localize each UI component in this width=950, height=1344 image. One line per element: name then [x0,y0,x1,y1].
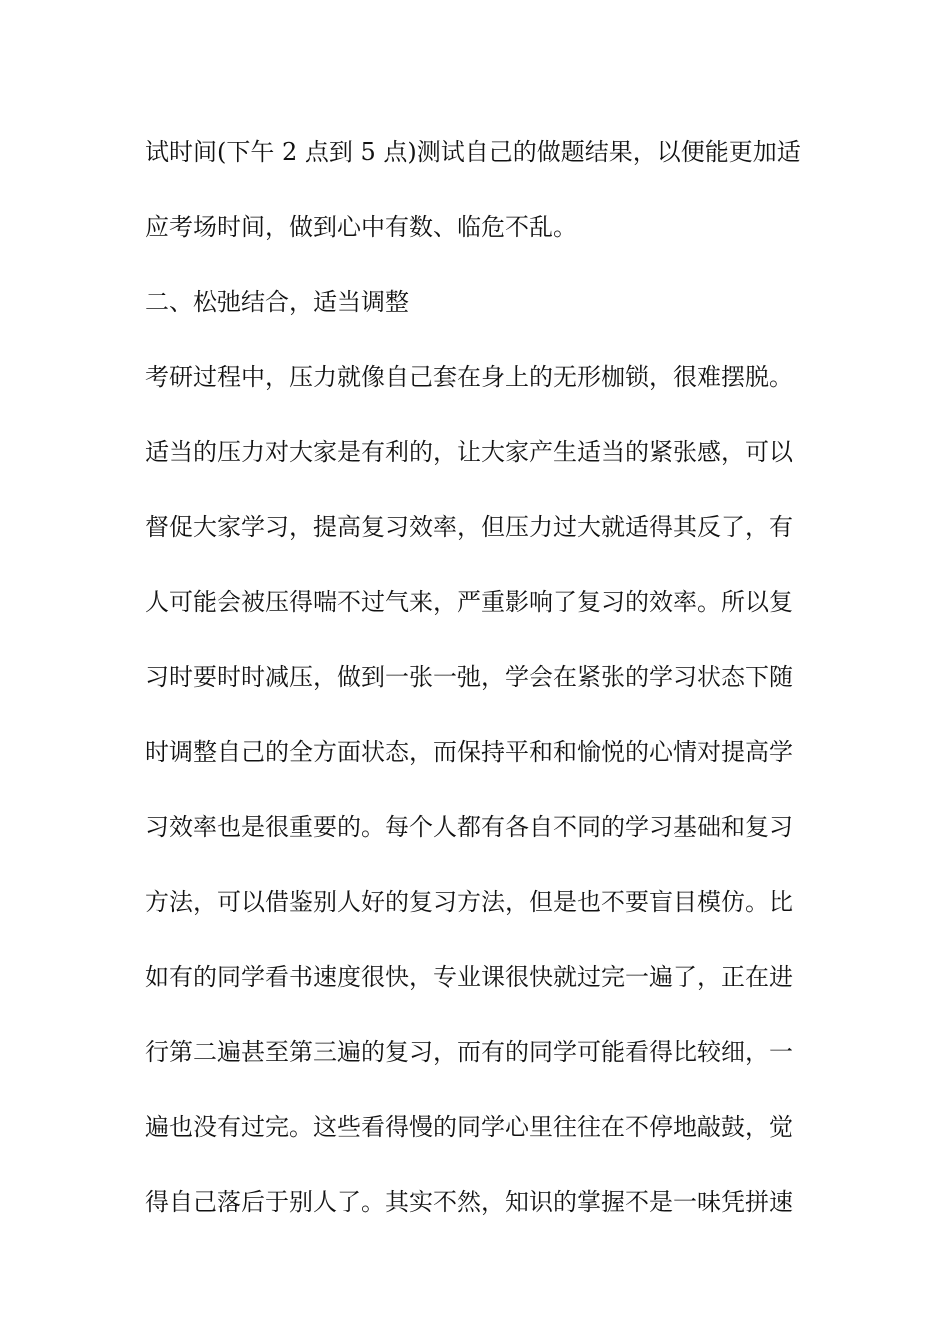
text-line: 如有的同学看书速度很快，专业课很快就过完一遍了，正在进 [145,963,793,991]
text-line: 督促大家学习，提高复习效率，但压力过大就适得其反了，有 [145,513,793,541]
text-line: 时调整自己的全方面状态，而保持平和和愉悦的心情对提高学 [145,738,793,766]
text-line: 方法，可以借鉴别人好的复习方法，但是也不要盲目模仿。比 [145,888,793,916]
text-line: 习时要时时减压，做到一张一弛，学会在紧张的学习状态下随 [145,663,793,691]
text-line: 考研过程中，压力就像自己套在身上的无形枷锁，很难摆脱。 [145,363,793,391]
section-heading: 二、松弛结合，适当调整 [145,288,409,316]
text-line: 适当的压力对大家是有利的，让大家产生适当的紧张感，可以 [145,438,793,466]
text-line: 行第二遍甚至第三遍的复习，而有的同学可能看得比较细，一 [145,1038,793,1066]
text-line: 试时间(下午 2 点到 5 点)测试自己的做题结果，以便能更加适 [145,138,801,166]
text-line: 得自己落后于别人了。其实不然，知识的掌握不是一味凭拼速 [145,1188,793,1216]
text-line: 人可能会被压得喘不过气来，严重影响了复习的效率。所以复 [145,588,793,616]
text-line: 应考场时间，做到心中有数、临危不乱。 [145,213,577,241]
body-text [145,128,810,1253]
text-line: 遍也没有过完。这些看得慢的同学心里往往在不停地敲鼓，觉 [145,1113,793,1141]
text-line: 习效率也是很重要的。每个人都有各自不同的学习基础和复习 [145,813,793,841]
